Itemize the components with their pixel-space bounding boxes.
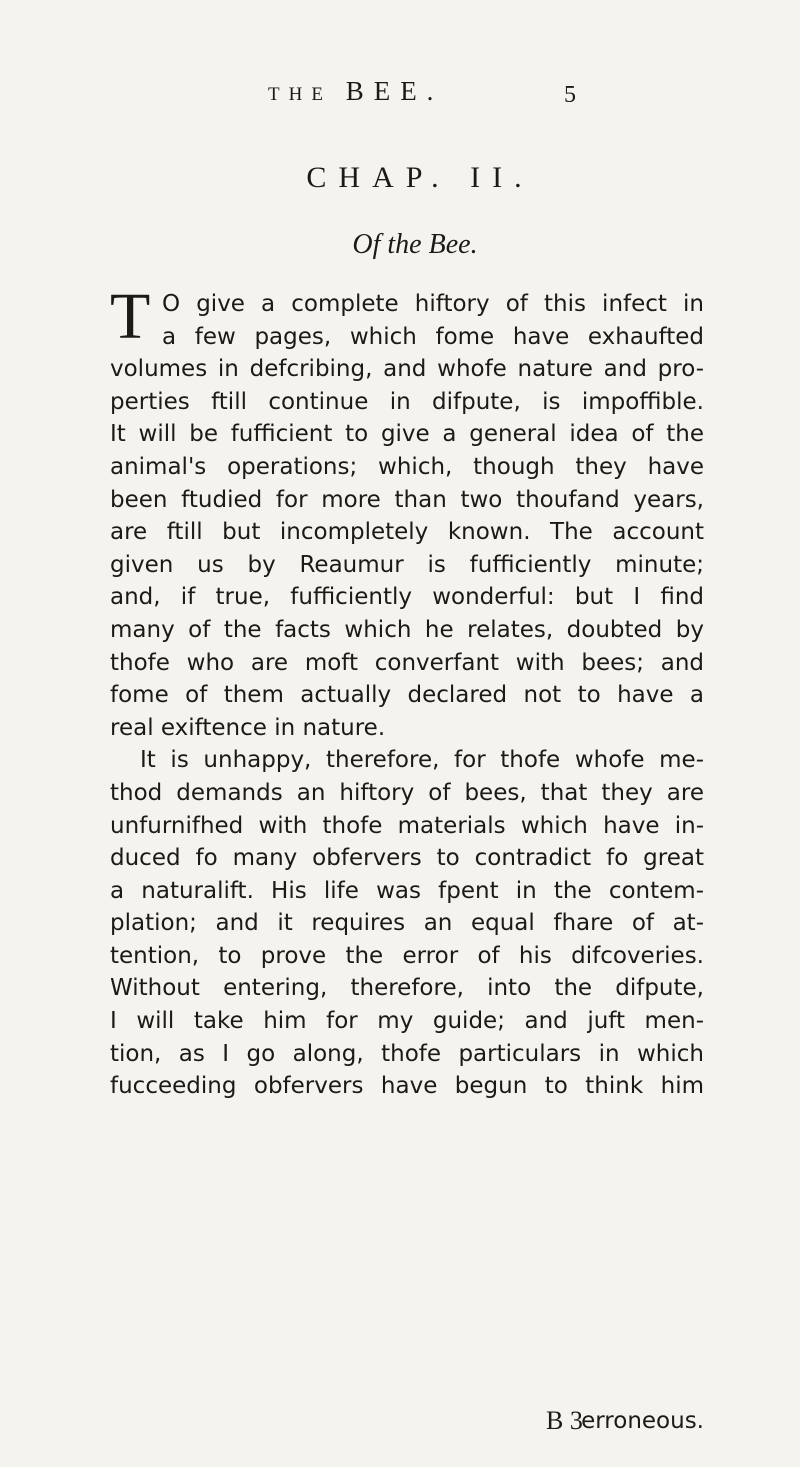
body-line: many of the facts which he relates, doubted by [110,616,704,643]
body-line: given us by Reaumur is fufficiently minute; [110,551,704,578]
body-line: animal's operations; which, though they have [110,453,704,480]
body-line: been ftudied for more than two thoufand years, [110,486,704,513]
running-head-big: BEE. [345,76,444,106]
body-line: O give a complete hiftory of this infect in [162,291,704,317]
page-number: 5 [564,82,576,108]
catchword: erroneous. [581,1408,704,1434]
signature-mark: B 3 [546,1406,583,1435]
body-line: volumes in defcribing, and whofe nature and pro- [110,356,704,383]
body-line: real exiftence in nature. [110,714,386,741]
body-line: are ftill but incompletely known. The account [110,519,704,546]
body-line: thofe who are moft converfant with bees; and [110,649,704,676]
body-line: fome of them actually declared not to have a [110,682,704,709]
body-line: tion, as I go along, thofe particulars in which [110,1040,704,1067]
body-line: a naturalift. His life was fpent in the contem- [110,877,704,904]
chapter-title: Of the Bee. [352,229,478,260]
body-line: fucceeding obfervers have begun to think him [110,1073,704,1100]
body-line: It will be fufficient to give a general idea of the [110,421,704,448]
running-head-small: THE [268,84,332,105]
body-line: unfurnifhed with thofe materials which have in- [110,812,704,839]
body-line: tention, to prove the error of his difcoveries. [110,942,704,969]
running-head [268,76,443,107]
body-line: a few pages, which fome have exhaufted [162,323,704,350]
body-text [110,288,704,1103]
body-line: thod demands an hiftory of bees, that they are [110,779,704,806]
body-line: plation; and it requires an equal fhare of at- [110,910,704,937]
chapter-heading: CHAP. II. [306,161,534,194]
body-line: perties ftill continue in difpute, is impoffible. [110,388,704,415]
body-line: Without entering, therefore, into the difpute, [110,975,704,1002]
body-line: duced fo many obfervers to contradict fo great [110,845,704,872]
drop-cap: T [110,280,151,353]
body-line: and, if true, fufficiently wonderful: but I find [110,584,704,611]
body-line: I will take him for my guide; and juft men- [110,1008,704,1035]
body-line: It is unhappy, therefore, for thofe whofe me- [140,747,704,774]
